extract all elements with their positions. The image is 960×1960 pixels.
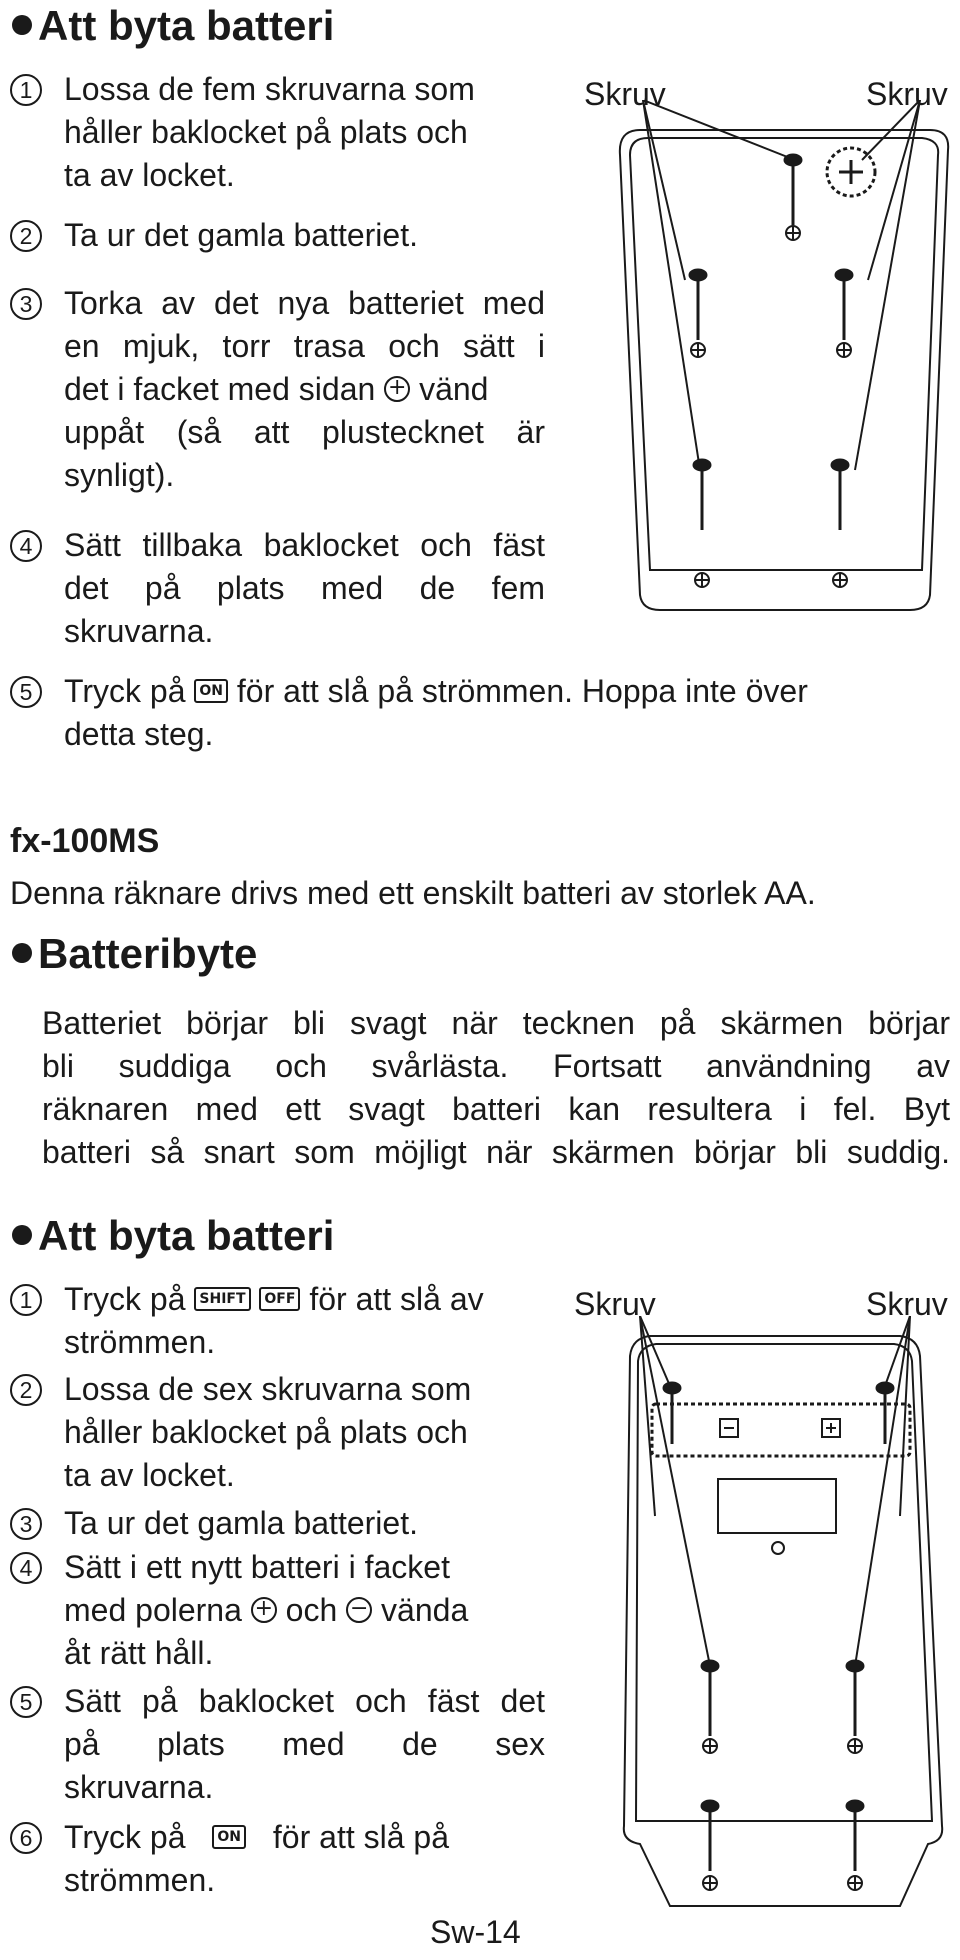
step-text: skruvarna.: [64, 1769, 214, 1805]
step-text: det på plats med de fem: [64, 570, 545, 606]
step-number: 1: [10, 1284, 42, 1316]
step-text: för att slå på: [272, 1819, 449, 1855]
screw-hole-icon: [703, 1739, 862, 1890]
step-text: synligt).: [64, 457, 175, 493]
step-text: Torka av det nya batteriet med: [64, 285, 545, 321]
step-text: Tryck på: [64, 1819, 186, 1855]
step-number: 2: [10, 1374, 42, 1406]
calculator-back-diagram-1: [600, 100, 960, 620]
section-heading-replace-battery-2: Att byta batteri: [12, 1212, 334, 1260]
step-text: strömmen.: [64, 1862, 216, 1898]
step-text: för att slå på strömmen. Hoppa inte över: [236, 673, 808, 709]
step-text: åt rätt håll.: [64, 1635, 214, 1671]
section-heading-battery-replacement: Batteribyte: [12, 930, 257, 978]
plus-terminal-icon: +: [251, 1597, 277, 1623]
page-number: Sw-14: [430, 1914, 521, 1950]
step-number: 4: [10, 530, 42, 562]
step-text: på plats med de sex: [64, 1726, 545, 1762]
screw-icon: [690, 155, 852, 530]
step-3-6: [10, 1816, 545, 1902]
step-3-2: [10, 1368, 545, 1497]
section-heading-replace-battery-1: Att byta batteri: [12, 2, 334, 50]
step-number: 4: [10, 1552, 42, 1584]
bullet-dot: [12, 1225, 32, 1245]
step-text: vända: [381, 1592, 469, 1628]
step-text: skruvarna.: [64, 613, 214, 649]
step-text: håller baklocket på plats och: [64, 114, 468, 150]
screw-hole-icon: [691, 160, 863, 587]
bullet-dot: [12, 15, 32, 35]
on-key-icon: ON: [194, 679, 228, 703]
step-text: Tryck på: [64, 673, 186, 709]
battery-warning-paragraph: Batteriet börjar bli svagt när tecknen på skärmen börjar bli suddiga och svårlästa. Fortsatt användning av räknaren med ett svagt batteri kan resultera i fel. Byt batteri så snart som möjligt när skärmen börjar bli suddig.: [42, 1005, 950, 1170]
step-text: Lossa de sex skruvarna som: [64, 1371, 472, 1407]
step-text: för att slå av: [309, 1281, 484, 1317]
step-text: det i facket med sidan: [64, 371, 376, 407]
step-text: Tryck på: [64, 1281, 186, 1317]
screw-label-left: Skruv: [574, 1286, 656, 1322]
model-name: fx-100MS: [10, 822, 160, 860]
screw-label-right: Skruv: [866, 1286, 948, 1322]
step-number: 2: [10, 220, 42, 252]
step-number: 6: [10, 1822, 42, 1854]
on-key-icon: ON: [212, 1825, 246, 1849]
step-text: Sätt tillbaka baklocket och fäst: [64, 527, 545, 563]
step-number: 3: [10, 1508, 42, 1540]
step-3-4: [10, 1546, 545, 1675]
calculator-inner-outline: [636, 1344, 932, 1821]
minus-terminal-icon: −: [346, 1597, 372, 1623]
calculator-inner-outline: [630, 138, 938, 570]
model-description: Denna räknare drivs med ett enskilt batteri av storlek AA.: [10, 875, 816, 911]
step-text: vänd: [419, 371, 489, 407]
screw-label-left: Skruv: [584, 76, 666, 112]
step-text: ta av locket.: [64, 157, 235, 193]
step-number: 1: [10, 74, 42, 106]
step-1-2: [10, 214, 545, 257]
step-1-3: [10, 282, 545, 497]
step-1-5: [10, 670, 950, 756]
shift-key-icon: SHIFT: [194, 1287, 250, 1311]
step-text: Sätt på baklocket och fäst det: [64, 1683, 545, 1719]
step-text: ta av locket.: [64, 1457, 235, 1493]
step-text: Sätt i ett nytt batteri i facket: [64, 1549, 450, 1585]
step-number: 5: [10, 676, 42, 708]
step-text: Ta ur det gamla batteriet.: [64, 1505, 418, 1541]
step-text: Ta ur det gamla batteriet.: [64, 217, 418, 253]
step-text: håller baklocket på plats och: [64, 1414, 468, 1450]
screw-label-right: Skruv: [866, 76, 948, 112]
step-text: uppåt (så att plustecknet är: [64, 414, 545, 450]
step-text: detta steg.: [64, 716, 214, 752]
step-text: strömmen.: [64, 1324, 216, 1360]
step-number: 5: [10, 1686, 42, 1718]
step-text: Lossa de fem skruvarna som: [64, 71, 475, 107]
bullet-dot: [12, 943, 32, 963]
step-text: och: [285, 1592, 338, 1628]
step-1-4: [10, 524, 545, 653]
step-number: 3: [10, 288, 42, 320]
calculator-outline: [620, 130, 948, 610]
plus-terminal-icon: +: [384, 376, 410, 402]
step-text: med polerna: [64, 1592, 242, 1628]
step-text: en mjuk, torr trasa och sätt i: [64, 328, 545, 364]
step-3-5: [10, 1680, 545, 1809]
step-1-1: [10, 68, 545, 197]
calculator-back-diagram-2: [600, 1316, 960, 1916]
step-3-1: [10, 1278, 545, 1364]
step-3-3: [10, 1502, 545, 1545]
off-key-icon: OFF: [259, 1287, 300, 1311]
